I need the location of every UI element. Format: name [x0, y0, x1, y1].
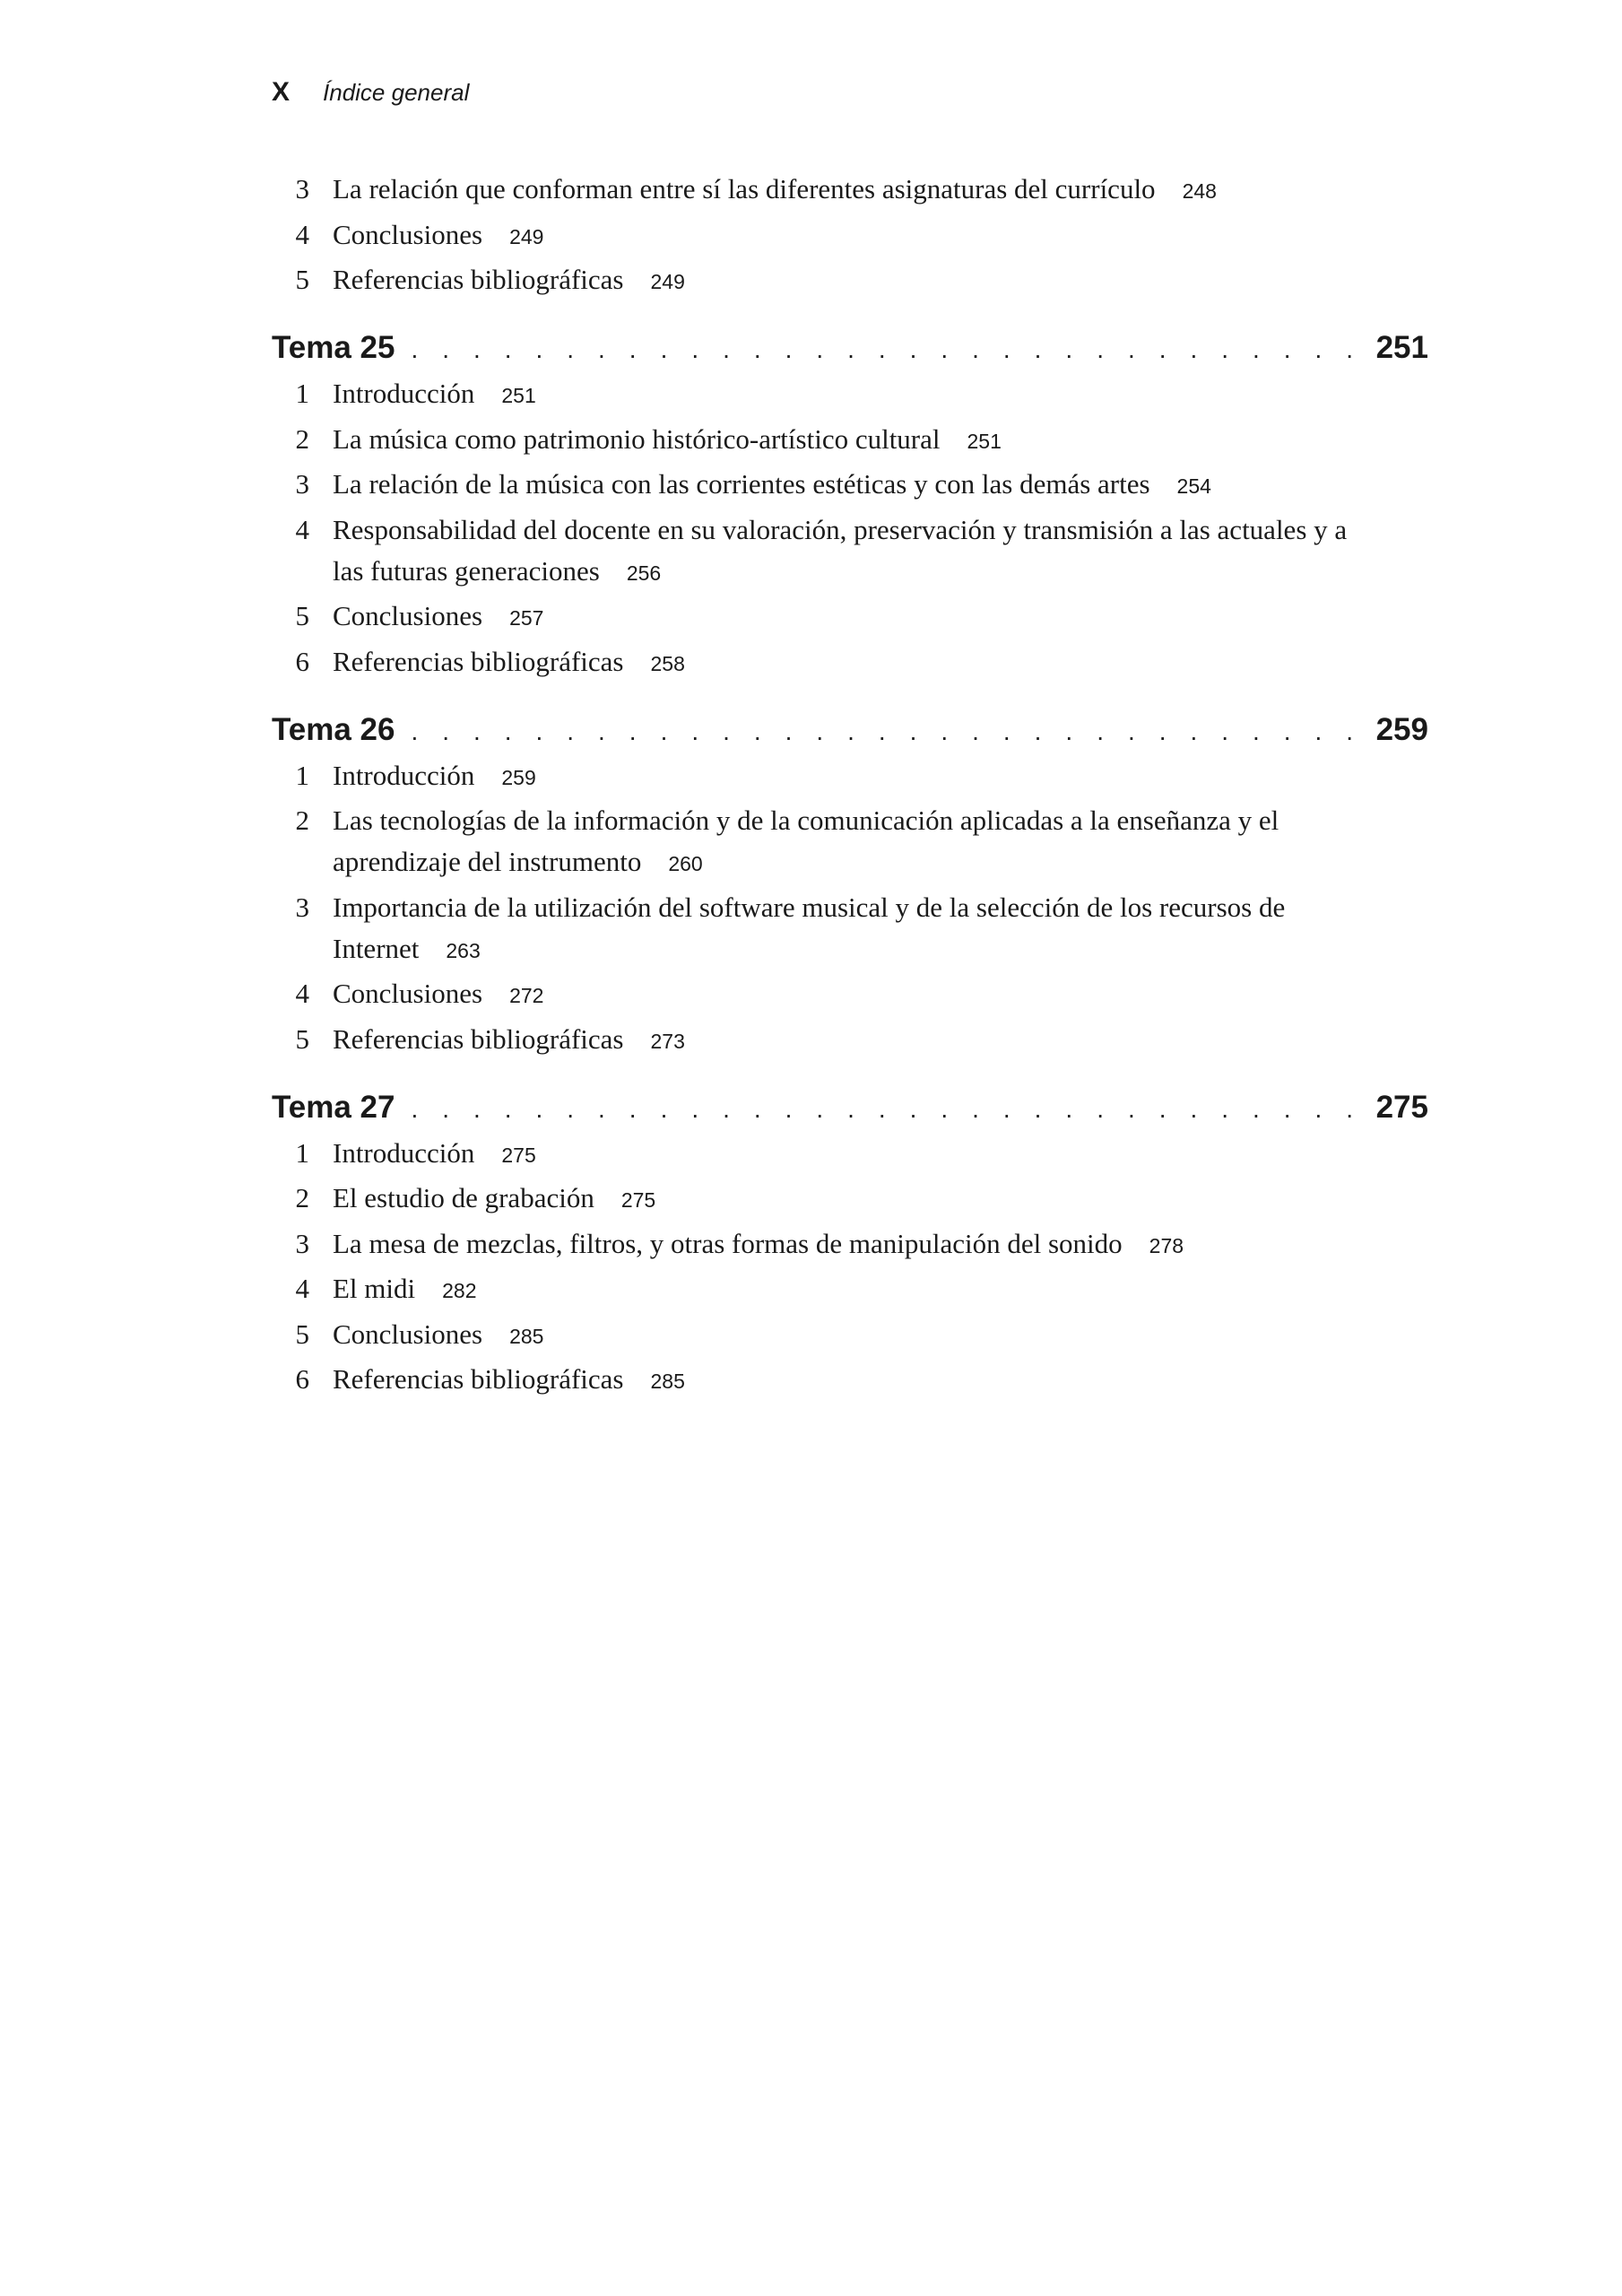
- toc-entry-number: 2: [295, 1182, 309, 1213]
- toc-entry-text: Referencias bibliográficas: [333, 264, 624, 295]
- chapter-heading[interactable]: [272, 709, 1428, 753]
- toc-entry-number: 5: [295, 1022, 309, 1055]
- chapter-page: 259: [1375, 711, 1428, 747]
- chapter-list: [272, 326, 1437, 1402]
- toc-entry-page: 259: [501, 765, 536, 789]
- toc-entry-number: 4: [295, 218, 309, 250]
- toc-entry-number: 3: [295, 1227, 309, 1259]
- toc-entry-text: Conclusiones: [333, 1318, 483, 1350]
- running-head: [272, 77, 469, 108]
- toc-entry-number: 1: [295, 378, 309, 409]
- toc-entry-text: Introducción: [333, 1136, 475, 1169]
- dot-leader: [412, 328, 1364, 371]
- toc-entry-number: 2: [295, 804, 309, 836]
- toc-entry[interactable]: [272, 1019, 1437, 1062]
- toc-entry-page: 249: [650, 270, 685, 293]
- toc-entry-title: [333, 755, 536, 798]
- toc-entry-number: 3: [295, 173, 309, 204]
- toc-entry-title: [333, 1019, 685, 1062]
- toc-entry-page: 257: [509, 606, 544, 630]
- toc-entry-text: Referencias bibliográficas: [333, 1022, 624, 1055]
- toc-entry[interactable]: [272, 214, 1437, 257]
- chapter-entries: [272, 1133, 1437, 1403]
- toc-entry-title: [333, 214, 543, 257]
- toc-entry-text: La relación de la música con las corrientes estéticas y con las demás artes: [333, 468, 1150, 500]
- toc-entry-title: [333, 419, 1002, 462]
- toc-entry-page: 251: [501, 384, 536, 407]
- toc-entry-page: 282: [442, 1279, 477, 1302]
- toc-entry-page: 254: [1176, 474, 1211, 498]
- toc-entry-title: [333, 259, 685, 302]
- toc-entry-title: [333, 464, 1211, 507]
- toc-entry-text: Introducción: [333, 759, 475, 791]
- toc-entry-number: 5: [295, 600, 309, 631]
- toc-entry[interactable]: [272, 1133, 1437, 1176]
- toc-entry-text: Conclusiones: [333, 218, 483, 250]
- toc-entry-page: 275: [501, 1143, 536, 1167]
- running-title: Índice general: [323, 79, 470, 106]
- toc-entry-number: 1: [295, 759, 309, 791]
- toc-entry-number: 1: [295, 1136, 309, 1169]
- chapter-title: Tema 27: [272, 1089, 395, 1125]
- toc-entry[interactable]: [272, 1178, 1437, 1221]
- toc-entry-number: 6: [295, 645, 309, 677]
- toc-entry[interactable]: [272, 373, 1437, 416]
- toc-entry-number: 2: [295, 422, 309, 455]
- toc-entry-number: 4: [295, 1273, 309, 1304]
- toc-entry-title: [333, 1314, 543, 1357]
- toc-entry-title: [333, 973, 543, 1016]
- toc-entry-page: 249: [509, 224, 544, 248]
- toc-entry-number: 4: [295, 513, 309, 545]
- toc-entry-text: Las tecnologías de la información y de la comunicación aplicadas a la enseñanza y el aprendizaje del instrumento: [333, 804, 1279, 877]
- chapter-entries: [272, 755, 1437, 1062]
- toc-entry-page: 260: [668, 852, 703, 875]
- toc-entry-number: 5: [295, 264, 309, 295]
- chapter-title: Tema 26: [272, 711, 395, 747]
- toc-entry-text: Introducción: [333, 378, 475, 409]
- toc-entry[interactable]: [272, 596, 1437, 639]
- toc-entry-text: El estudio de grabación: [333, 1182, 594, 1213]
- toc-entry[interactable]: [272, 973, 1437, 1016]
- toc-entry[interactable]: [272, 1268, 1437, 1311]
- toc-entry-page: 285: [509, 1324, 544, 1348]
- toc-entry-page: 272: [509, 984, 544, 1007]
- toc-entry[interactable]: [272, 1223, 1437, 1266]
- toc-entry-title: [333, 800, 1382, 884]
- toc-entry-number: 5: [295, 1318, 309, 1350]
- toc-entry-text: Referencias bibliográficas: [333, 645, 624, 677]
- toc-entry-title: [333, 373, 536, 416]
- page-folio: X: [272, 77, 291, 107]
- toc-entry-page: 258: [650, 651, 685, 675]
- toc-entry-page: 273: [650, 1029, 685, 1053]
- toc-entry-page: 248: [1182, 179, 1217, 203]
- chapter-title: Tema 25: [272, 330, 395, 365]
- toc-entry[interactable]: [272, 1359, 1437, 1402]
- toc-entry-title: [333, 1268, 477, 1311]
- toc-entry[interactable]: [272, 509, 1437, 594]
- chapter-section: [272, 326, 1437, 684]
- toc-entry-page: 256: [626, 561, 662, 585]
- chapter-page: 251: [1375, 330, 1428, 365]
- toc-entry-text: Importancia de la utilización del software musical y de la selección de los recursos de Internet: [333, 891, 1286, 964]
- toc-entry-title: [333, 509, 1382, 594]
- toc-entry-title: [333, 1223, 1184, 1266]
- chapter-section: [272, 709, 1437, 1062]
- toc-entry-text: Conclusiones: [333, 978, 483, 1009]
- toc-entry[interactable]: [272, 259, 1437, 302]
- chapter-heading[interactable]: [272, 326, 1428, 371]
- toc-entry-page: 251: [967, 429, 1002, 453]
- toc-entry[interactable]: [272, 755, 1437, 798]
- toc-entry[interactable]: [272, 464, 1437, 507]
- toc-entry[interactable]: [272, 1314, 1437, 1357]
- toc-entry-page: 263: [446, 938, 481, 962]
- continued-entries: [272, 169, 1437, 302]
- dot-leader: [412, 1088, 1364, 1131]
- toc-entry-text: La relación que conforman entre sí las diferentes asignaturas del currículo: [333, 173, 1156, 204]
- toc-entry-text: El midi: [333, 1273, 416, 1304]
- chapter-page: 275: [1375, 1089, 1428, 1125]
- toc-entry-number: 6: [295, 1363, 309, 1395]
- chapter-heading[interactable]: [272, 1086, 1428, 1131]
- chapter-section: [272, 1086, 1437, 1403]
- chapter-entries: [272, 373, 1437, 684]
- toc-entry-title: [333, 596, 543, 639]
- toc-entry-text: La música como patrimonio histórico-artístico cultural: [333, 422, 941, 455]
- dot-leader: [412, 710, 1364, 753]
- toc-entry-title: [333, 1359, 685, 1402]
- toc-entry-title: [333, 1178, 655, 1221]
- toc-entry[interactable]: [272, 800, 1437, 884]
- toc-entry-text: Referencias bibliográficas: [333, 1363, 624, 1395]
- toc-entry-text: Conclusiones: [333, 600, 483, 631]
- toc-entry[interactable]: [272, 169, 1437, 212]
- toc-entry-title: [333, 169, 1217, 212]
- toc-entry-number: 4: [295, 978, 309, 1009]
- toc-entry-number: 3: [295, 468, 309, 500]
- toc-entry[interactable]: [272, 419, 1437, 462]
- toc-entry-page: 278: [1149, 1233, 1184, 1257]
- toc-entry-title: [333, 641, 685, 684]
- toc-entry-page: 285: [650, 1370, 685, 1393]
- toc-entry[interactable]: [272, 887, 1437, 971]
- toc-entry[interactable]: [272, 641, 1437, 684]
- toc-entry-text: Responsabilidad del docente en su valoración, preservación y transmisión a las actuales y a las futuras generaciones: [333, 513, 1348, 587]
- toc-entry-title: [333, 1133, 536, 1176]
- toc-entry-text: La mesa de mezclas, filtros, y otras formas de manipulación del sonido: [333, 1227, 1123, 1259]
- toc-entry-title: [333, 887, 1382, 971]
- toc-entry-number: 3: [295, 891, 309, 923]
- table-of-contents: [272, 169, 1437, 1405]
- toc-entry-page: 275: [620, 1188, 656, 1212]
